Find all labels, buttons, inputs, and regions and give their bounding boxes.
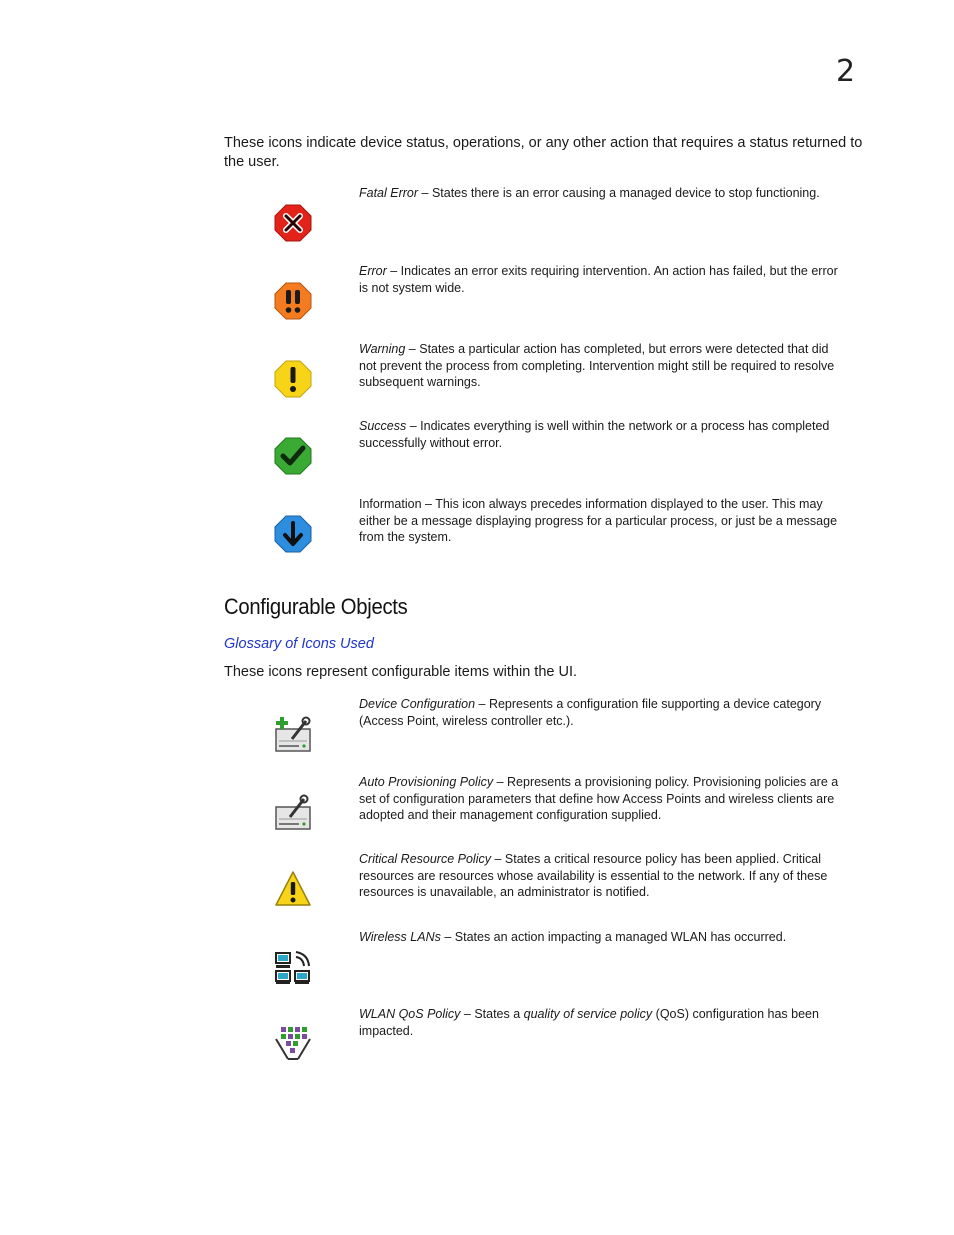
term: Critical Resource Policy [359, 852, 491, 866]
description: – Represents a provisioning policy. Provisioning policies are a set of configuration parameters that define how Access Points and wireless clients are adopted and their management configuration supplied. [359, 775, 839, 822]
success-icon [274, 437, 312, 475]
description: – Represents a configuration file supporting a device category (Access Point, wireless controller etc.). [359, 697, 822, 728]
term: Fatal Error [359, 186, 419, 200]
status-intro: These icons indicate device status, operations, or any other action that requires a status returned to the user. [224, 135, 863, 170]
device-configuration-icon [274, 715, 312, 753]
description: Information – This icon always precedes information displayed to the user. This may either be a message displaying progress for a particular process, or just be a message from the system. [359, 497, 838, 544]
wlan-qos-policy-icon [274, 1025, 312, 1063]
term: Wireless LANs [359, 930, 441, 944]
critical-resource-policy-icon [274, 870, 312, 908]
description: – Indicates an error exits requiring intervention. An action has failed, but the error is not system wide. [359, 264, 838, 295]
description-end: (QoS) configuration has been impacted. [359, 1007, 819, 1038]
term: Error [359, 264, 387, 278]
auto-provisioning-policy-icon [274, 793, 312, 831]
description: – States an action impacting a managed WLAN has occurred. [440, 930, 787, 944]
wireless-lans-icon [274, 948, 312, 986]
config-intro: These icons represent configurable items within the UI. [224, 664, 578, 680]
section-title: Configurable Objects [224, 594, 408, 619]
chapter-number: 2 [836, 54, 856, 89]
error-icon [274, 282, 312, 320]
term: Warning [359, 342, 406, 356]
term-qos: quality of service policy [523, 1007, 653, 1021]
warning-icon [274, 360, 312, 398]
fatal-error-icon [274, 204, 312, 242]
description: – States a critical resource policy has been applied. Critical resources are resources whose availability is essential to the network. If any of these resources is unavailable, an administrator is notified. [359, 852, 828, 899]
description: – States a particular action has completed, but errors were detected that did not prevent the process from completing. Intervention might still be required to resolve subsequent warnings. [359, 342, 835, 389]
description: – States there is an error causing a managed device to stop functioning. [418, 186, 820, 200]
glossary-link[interactable]: Glossary of Icons Used [224, 636, 374, 652]
term: Auto Provisioning Policy [359, 775, 494, 789]
description: – Indicates everything is well within the network or a process has completed successfully without error. [359, 419, 830, 450]
information-icon [274, 515, 312, 553]
term: Device Configuration [359, 697, 476, 711]
term: Success [359, 419, 407, 433]
description: – States a [460, 1007, 524, 1021]
term: WLAN QoS Policy [359, 1007, 461, 1021]
